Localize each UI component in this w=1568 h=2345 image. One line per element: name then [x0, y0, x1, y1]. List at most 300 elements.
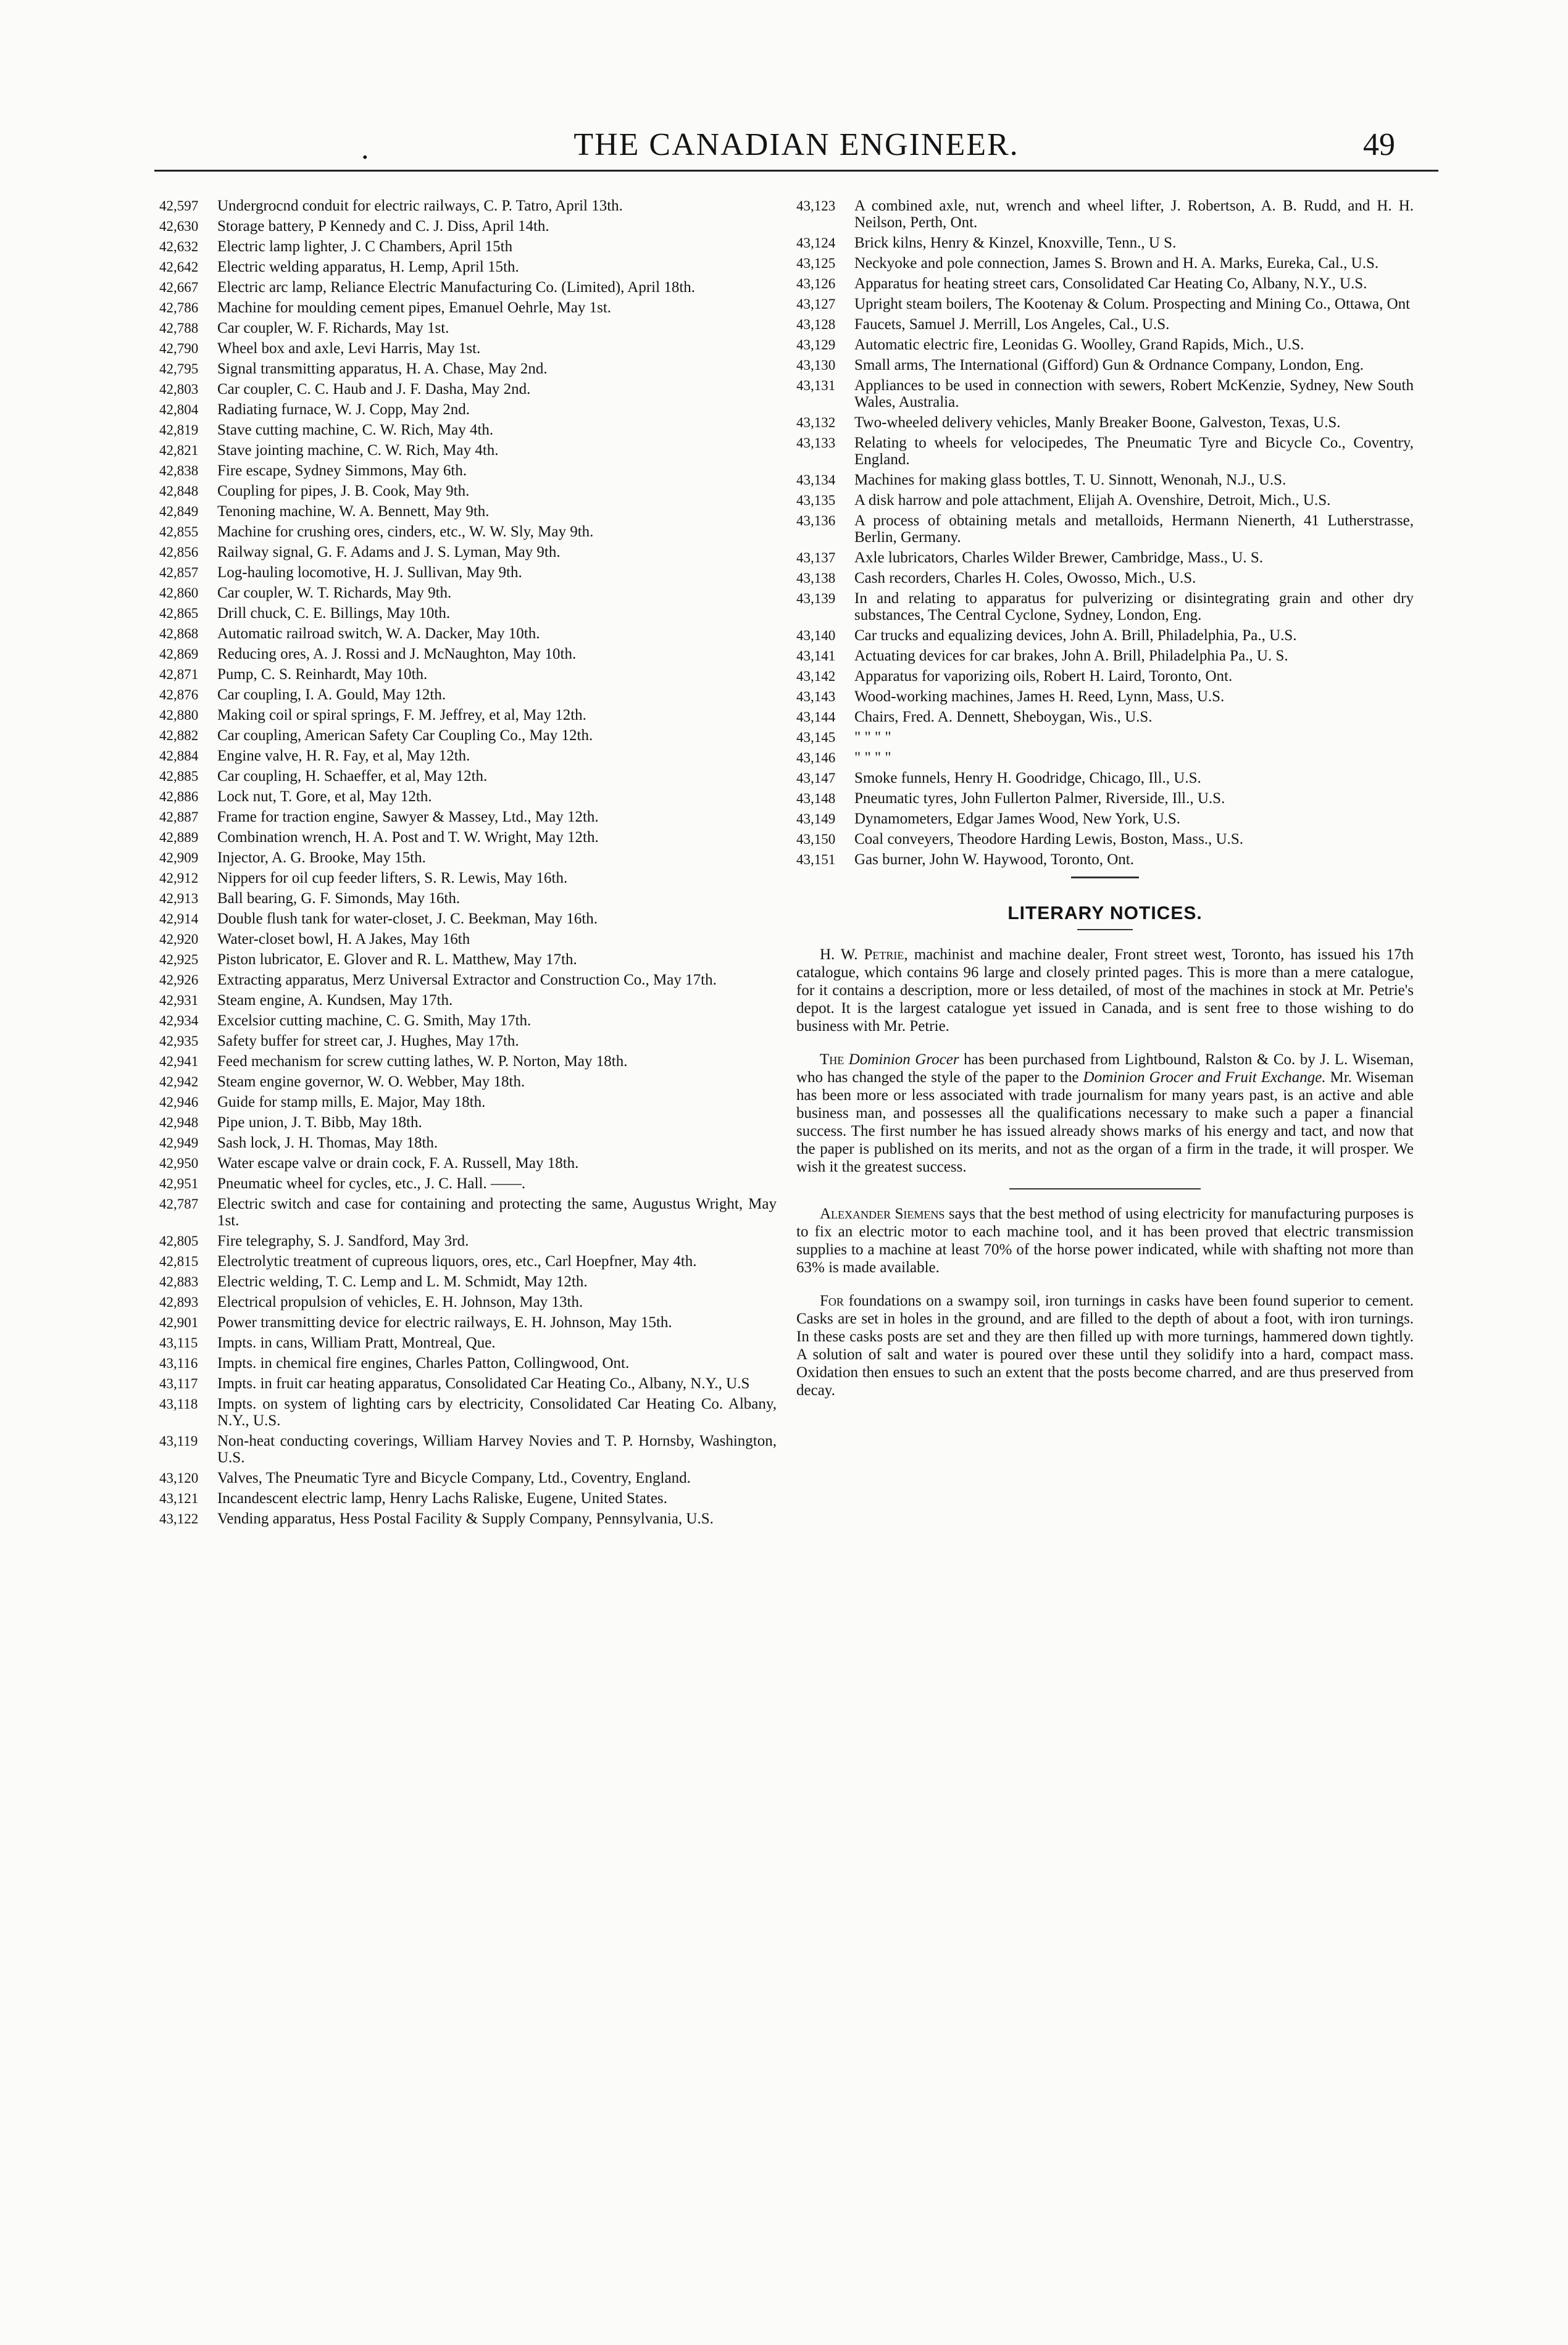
patent-description: Car coupler, W. T. Richards, May 9th.: [217, 585, 452, 601]
patent-number: 42,855: [159, 524, 199, 539]
patent-entry: [159, 585, 777, 601]
patent-number: 43,150: [796, 831, 836, 847]
patent-entry: [796, 790, 1414, 807]
patent-description: Chairs, Fred. A. Dennett, Sheboygan, Wis., U.S.: [854, 709, 1153, 725]
patent-number: 43,132: [796, 415, 836, 430]
patent-description: Double flush tank for water-closet, J. C. Beekman, May 16th.: [217, 910, 598, 927]
patent-entry: [159, 1012, 777, 1029]
patent-number: 43,137: [796, 550, 836, 565]
patent-description: Electric arc lamp, Reliance Electric Manufacturing Co. (Limited), April 18th.: [217, 279, 696, 296]
patent-number: 42,865: [159, 606, 199, 621]
patent-number: 42,860: [159, 585, 199, 601]
patent-entry: [796, 275, 1414, 292]
notice-body: machinist and machine dealer, Front street west, Toronto, has issued his 17th catalogue, which contains 96 large and closely printed pages. This is more than a mere catalogue, for it contains a description, more or less detailed, of most of the machines in stock at Mr. Petrie's depot. It is the largest catalogue yet issued in Canada, and is sent free to those wishing to do business with Mr. Petrie.: [796, 946, 1414, 1035]
patent-description: " " " ": [854, 729, 891, 746]
patent-entry: [159, 1114, 777, 1131]
patent-entry: [159, 972, 777, 988]
patent-description: Valves, The Pneumatic Tyre and Bicycle Company, Ltd., Coventry, England.: [217, 1470, 691, 1486]
patent-number: 43,147: [796, 770, 836, 786]
patent-entry: [796, 709, 1414, 725]
patent-number: 42,803: [159, 381, 199, 397]
patent-description: Vending apparatus, Hess Postal Facility & Supply Company, Pennsylvania, U.S.: [217, 1510, 714, 1527]
patent-number: 43,146: [796, 750, 836, 765]
patent-number: 42,941: [159, 1054, 199, 1069]
patent-number: 43,115: [159, 1335, 198, 1351]
patent-description: Coupling for pipes, J. B. Cook, May 9th.: [217, 483, 470, 499]
header-dot: .: [361, 131, 369, 165]
patent-entry: [796, 648, 1414, 664]
patent-number: 42,889: [159, 830, 199, 845]
patent-number: 42,819: [159, 422, 199, 438]
patent-description: Combination wrench, H. A. Post and T. W. Wright, May 12th.: [217, 829, 599, 846]
patent-entry: [159, 849, 777, 866]
patent-entry: [159, 1073, 777, 1090]
patent-number: 42,912: [159, 870, 199, 886]
patent-entry: [159, 605, 777, 622]
patent-number: 42,914: [159, 911, 199, 927]
patent-description: Water-closet bowl, H. A Jakes, May 16th: [217, 931, 470, 948]
patent-description: Cash recorders, Charles H. Coles, Owosso, Mich., U.S.: [854, 570, 1196, 586]
patent-description: Steam engine governor, W. O. Webber, May 18th.: [217, 1073, 525, 1090]
patent-entry: [159, 625, 777, 642]
patent-description: Two-wheeled delivery vehicles, Manly Breaker Boone, Galveston, Texas, U.S.: [854, 414, 1341, 431]
patent-description: Automatic electric fire, Leonidas G. Woolley, Grand Rapids, Mich., U.S.: [854, 336, 1304, 353]
patent-description: Apparatus for heating street cars, Consolidated Car Heating Co, Albany, N.Y., U.S.: [854, 275, 1367, 292]
patent-description: Brick kilns, Henry & Kinzel, Knoxville, Tenn., U S.: [854, 235, 1177, 251]
patent-description: Impts. on system of lighting cars by electricity, Consolidated Car Heating Co. Albany, N.Y., U.S.: [217, 1396, 777, 1429]
notice-petrie: [796, 946, 1414, 1035]
patent-entry: [159, 1155, 777, 1172]
patent-description: Pipe union, J. T. Bibb, May 18th.: [217, 1114, 422, 1131]
patent-description: Impts. in cans, William Pratt, Montreal, Que.: [217, 1335, 496, 1351]
patent-entry: [159, 1294, 777, 1310]
patent-entry: [159, 1433, 777, 1466]
patent-number: 42,880: [159, 707, 199, 723]
patent-description: Pneumatic wheel for cycles, etc., J. C. Hall. ——.: [217, 1175, 526, 1192]
patent-entry: [796, 316, 1414, 333]
patent-number: 43,131: [796, 378, 836, 393]
patent-entry: [159, 1094, 777, 1110]
patent-entry: [159, 1470, 777, 1486]
patent-entry: [159, 1233, 777, 1249]
patent-number: 43,149: [796, 811, 836, 827]
heading-underline: [1077, 929, 1133, 930]
patent-number: 43,148: [796, 791, 836, 806]
patent-entry: [159, 320, 777, 336]
patent-entry: [159, 1135, 777, 1151]
patent-number: 43,121: [159, 1491, 199, 1506]
patent-number: 42,795: [159, 361, 199, 377]
patent-number: 42,885: [159, 768, 199, 784]
patent-number: 42,849: [159, 504, 199, 519]
patent-entry: [796, 770, 1414, 786]
patent-entry: [159, 707, 777, 723]
page-header: [154, 127, 1438, 176]
patent-entry: [159, 422, 777, 438]
patent-description: Tenoning machine, W. A. Bennett, May 9th.: [217, 503, 490, 520]
patent-number: 42,856: [159, 544, 199, 560]
patent-description: Pump, C. S. Reinhardt, May 10th.: [217, 666, 428, 683]
patent-entry: [796, 549, 1414, 566]
patent-entry: [159, 910, 777, 927]
patent-description: Electric lamp lighter, J. C Chambers, April 15th: [217, 238, 513, 255]
patent-number: 42,805: [159, 1233, 199, 1249]
patent-entry: [159, 1314, 777, 1331]
patent-description: Appliances to be used in connection with sewers, Robert McKenzie, Sydney, New South Wales, Australia.: [854, 377, 1414, 410]
patent-entry: [159, 829, 777, 846]
patent-description: Radiating furnace, W. J. Copp, May 2nd.: [217, 401, 470, 418]
patent-number: 42,884: [159, 748, 199, 764]
patent-description: Car coupler, C. C. Haub and J. F. Dasha, May 2nd.: [217, 381, 531, 398]
patent-number: 43,116: [159, 1356, 198, 1371]
patent-description: Machine for crushing ores, cinders, etc., W. W. Sly, May 9th.: [217, 523, 594, 540]
patent-description: Incandescent electric lamp, Henry Lachs Raliske, Eugene, United States.: [217, 1490, 667, 1507]
patent-description: Electrical propulsion of vehicles, E. H. Johnson, May 13th.: [217, 1294, 583, 1310]
patent-number: 43,127: [796, 296, 836, 312]
journal-title: THE CANADIAN ENGINEER.: [573, 127, 1019, 162]
patent-description: Steam engine, A. Kundsen, May 17th.: [217, 992, 453, 1009]
patent-entry: [796, 590, 1414, 623]
patent-description: Excelsior cutting machine, C. G. Smith, May 17th.: [217, 1012, 532, 1029]
patent-entry: [159, 1510, 777, 1527]
notice-dominion-grocer: [796, 1051, 1414, 1176]
patent-entry: [796, 831, 1414, 848]
patent-description: Gas burner, John W. Haywood, Toronto, Ont.: [854, 851, 1135, 868]
patent-entry: [159, 279, 777, 296]
patent-description: Safety buffer for street car, J. Hughes, May 17th.: [217, 1033, 519, 1049]
patent-description: Upright steam boilers, The Kootenay & Colum. Prospecting and Mining Co., Ottawa, Ont: [854, 296, 1411, 312]
patent-number: 43,138: [796, 570, 836, 586]
patent-number: 43,118: [159, 1396, 198, 1412]
patent-number: 42,931: [159, 993, 199, 1008]
patent-description: Stave jointing machine, C. W. Rich, May 4th.: [217, 442, 499, 459]
patent-entry: [159, 748, 777, 764]
patent-description: Electric switch and case for containing and protecting the same, Augustus Wright, May 1st.: [217, 1196, 777, 1229]
patent-number: 42,934: [159, 1013, 199, 1028]
patent-number: 42,935: [159, 1033, 199, 1049]
patent-number: 42,882: [159, 728, 199, 743]
notice-body: says that the best method of using electricity for manufacturing purposes is to fix an electric motor to each machine tool, and it has been proved that electric transmission supplies to a machine at least 70% of the horse power indicated, while with shafting not more than 63% is made available.: [796, 1206, 1414, 1276]
patent-entry: [796, 627, 1414, 644]
patent-number: 43,144: [796, 709, 836, 725]
patent-number: 42,946: [159, 1094, 199, 1110]
notice-body: has been purchased from Lightbound, Ralston & Co. by J. L. Wiseman, who has changed the style of the paper to the: [796, 1051, 1414, 1086]
patent-number: 42,642: [159, 259, 199, 275]
notice-body: foundations on a swampy soil, iron turnings in casks have been found superior to cement. Casks are set in holes in the ground, and are filled to the depth of about a foot, with iron turnings. In these casks posts are set and they are then filled up with more turnings, hammered down tightly. A solution of salt and water is poured over these until they solidify into a hard, compact mass. Oxidation then ensues to such an extent that the posts become charred, and are thus preserved from decay.: [796, 1293, 1414, 1399]
patent-entry: [159, 462, 777, 479]
patent-entry: [796, 472, 1414, 488]
patent-entry: [159, 1175, 777, 1192]
patent-number: 43,126: [796, 276, 836, 291]
patent-entry: [159, 788, 777, 805]
patent-description: Undergrocnd conduit for electric railways, C. P. Tatro, April 13th.: [217, 198, 623, 214]
patent-description: Drill chuck, C. E. Billings, May 10th.: [217, 605, 451, 622]
patent-entry: [159, 1053, 777, 1070]
patent-entry: [159, 523, 777, 540]
patent-description: Wood-working machines, James H. Reed, Lynn, Mass, U.S.: [854, 688, 1225, 705]
patent-number: 42,869: [159, 646, 199, 662]
patent-description: Nippers for oil cup feeder lifters, S. R. Lewis, May 16th.: [217, 870, 568, 886]
patent-number: 43,120: [159, 1470, 199, 1486]
patent-number: 42,868: [159, 626, 199, 641]
patent-entry: [796, 749, 1414, 766]
patent-description: A disk harrow and pole attachment, Elijah A. Ovenshire, Detroit, Mich., U.S.: [854, 492, 1331, 509]
patent-description: Electric welding, T. C. Lemp and L. M. Schmidt, May 12th.: [217, 1273, 588, 1290]
patent-description: Lock nut, T. Gore, et al, May 12th.: [217, 788, 432, 805]
patent-number: 43,151: [796, 852, 836, 867]
patent-number: 43,124: [796, 235, 836, 251]
patent-description: Engine valve, H. R. Fay, et al, May 12th.: [217, 748, 470, 764]
patent-number: 42,790: [159, 341, 199, 356]
patent-number: 42,630: [159, 219, 199, 234]
patent-number: 42,909: [159, 850, 199, 865]
patent-entry: [159, 483, 777, 499]
notice-lead: For: [820, 1293, 844, 1309]
patent-number: 42,920: [159, 931, 199, 947]
patent-number: 42,901: [159, 1315, 199, 1330]
patent-description: Impts. in fruit car heating apparatus, Consolidated Car Heating Co., Albany, N.Y., U.S: [217, 1375, 750, 1392]
patent-number: 42,667: [159, 280, 199, 295]
right-column: [796, 198, 1414, 1408]
patent-description: Car coupling, I. A. Gould, May 12th.: [217, 686, 446, 703]
patent-entry: [796, 296, 1414, 312]
patent-entry: [159, 218, 777, 235]
patent-description: Relating to wheels for velocipedes, The Pneumatic Tyre and Bicycle Co., Coventry, England.: [854, 435, 1414, 468]
patent-description: Apparatus for vaporizing oils, Robert H. Laird, Toronto, Ont.: [854, 668, 1233, 685]
patent-entry: [159, 259, 777, 275]
patent-number: 43,125: [796, 256, 836, 271]
patent-entry: [159, 442, 777, 459]
patent-number: 43,117: [159, 1376, 198, 1391]
patent-description: Ball bearing, G. F. Simonds, May 16th.: [217, 890, 461, 907]
patent-entry: [159, 401, 777, 418]
patent-entry: [159, 768, 777, 785]
patent-description: Reducing ores, A. J. Rossi and J. McNaughton, May 10th.: [217, 646, 577, 662]
patent-entry: [796, 688, 1414, 705]
patent-entry: [159, 1490, 777, 1507]
header-rule: [154, 170, 1438, 172]
patent-description: Axle lubricators, Charles Wilder Brewer, Cambridge, Mass., U. S.: [854, 549, 1263, 566]
patent-number: 43,145: [796, 730, 836, 745]
patent-description: Smoke funnels, Henry H. Goodridge, Chicago, Ill., U.S.: [854, 770, 1201, 786]
patent-number: 43,142: [796, 669, 836, 684]
patent-entry: [796, 235, 1414, 251]
patent-entry: [159, 299, 777, 316]
patent-description: Non-heat conducting coverings, William Harvey Novies and T. P. Hornsby, Washington, U.S.: [217, 1433, 777, 1466]
patent-description: Wheel box and axle, Levi Harris, May 1st.: [217, 340, 481, 357]
patent-number: 43,136: [796, 513, 836, 528]
patent-description: Extracting apparatus, Merz Universal Extractor and Construction Co., May 17th.: [217, 972, 717, 988]
patent-description: Fire escape, Sydney Simmons, May 6th.: [217, 462, 467, 479]
patent-number: 43,128: [796, 317, 836, 332]
patent-entry: [159, 890, 777, 907]
patent-number: 43,119: [159, 1433, 198, 1449]
patent-number: 42,926: [159, 972, 199, 988]
patent-entry: [796, 435, 1414, 468]
patent-description: Electrolytic treatment of cupreous liquors, ores, etc., Carl Hoepfner, May 4th.: [217, 1253, 697, 1270]
patent-number: 42,788: [159, 320, 199, 336]
patent-entry: [159, 1396, 777, 1429]
patent-description: Power transmitting device for electric railways, E. H. Johnson, May 15th.: [217, 1314, 672, 1331]
patent-entry: [796, 336, 1414, 353]
patent-description: A combined axle, nut, wrench and wheel lifter, J. Robertson, A. B. Rudd, and H. H. Neilson, Perth, Ont.: [854, 198, 1414, 231]
patent-description: Frame for traction engine, Sawyer & Massey, Ltd., May 12th.: [217, 809, 599, 825]
patent-description: Machines for making glass bottles, T. U. Sinnott, Wenonah, N.J., U.S.: [854, 472, 1287, 488]
patent-entry: [796, 414, 1414, 431]
patent-description: Sash lock, J. H. Thomas, May 18th.: [217, 1135, 438, 1151]
patent-number: 43,130: [796, 357, 836, 373]
patent-entry: [796, 668, 1414, 685]
patent-number: 43,135: [796, 493, 836, 508]
patent-number: 43,134: [796, 472, 836, 488]
patent-entry: [159, 1196, 777, 1229]
patent-number: 43,133: [796, 435, 836, 451]
patent-entry: [796, 729, 1414, 746]
patent-description: Storage battery, P Kennedy and C. J. Diss, April 14th.: [217, 218, 549, 235]
patent-number: 42,883: [159, 1274, 199, 1289]
patent-entry: [159, 666, 777, 683]
patent-entry: [159, 686, 777, 703]
patent-number: 42,886: [159, 789, 199, 804]
patent-description: Car coupler, W. F. Richards, May 1st.: [217, 320, 449, 336]
patent-entry: [159, 870, 777, 886]
patent-number: 43,122: [159, 1511, 199, 1527]
notice-lead: The: [820, 1051, 844, 1068]
patent-number: 42,857: [159, 565, 199, 580]
patent-description: Faucets, Samuel J. Merrill, Los Angeles, Cal., U.S.: [854, 316, 1170, 333]
left-column-patent-list: [159, 198, 777, 1531]
patent-description: Dynamometers, Edgar James Wood, New York, U.S.: [854, 810, 1181, 827]
patent-description: Machine for moulding cement pipes, Emanuel Oehrle, May 1st.: [217, 299, 612, 316]
publication-title: Dominion Grocer: [848, 1051, 959, 1068]
patent-number: 42,876: [159, 687, 199, 702]
patent-description: " " " ": [854, 749, 891, 766]
patent-entry: [159, 1335, 777, 1351]
patent-entry: [159, 727, 777, 744]
patent-entry: [159, 1033, 777, 1049]
patent-number: 42,948: [159, 1115, 199, 1130]
section-divider: [1071, 877, 1139, 878]
patent-entry: [159, 360, 777, 377]
patent-description: Automatic railroad switch, W. A. Dacker, May 10th.: [217, 625, 540, 642]
patent-description: Feed mechanism for screw cutting lathes, W. P. Norton, May 18th.: [217, 1053, 628, 1070]
patent-description: Impts. in chemical fire engines, Charles Patton, Collingwood, Ont.: [217, 1355, 630, 1372]
patent-description: Railway signal, G. F. Adams and J. S. Lyman, May 9th.: [217, 544, 561, 560]
patent-entry: [796, 810, 1414, 827]
patent-entry: [796, 851, 1414, 868]
notice-body: Mr. Wiseman has been more or less associated with trade journalism for many years past, is an active and able business man, and possesses all the qualifications necessary to make such a paper a financial success. The first number he has issued already shows marks of his energy and tact, and now that the paper is published on its merits, and not as the organ of a firm in the trade, it will prosper. We wish it the greatest success.: [796, 1069, 1414, 1175]
patent-entry: [159, 238, 777, 255]
patent-entry: [159, 1253, 777, 1270]
patent-number: 42,632: [159, 239, 199, 254]
patent-number: 42,787: [159, 1196, 199, 1212]
patent-number: 42,597: [159, 198, 199, 214]
patent-entry: [159, 809, 777, 825]
patent-description: Small arms, The International (Gifford) Gun & Ordnance Company, London, Eng.: [854, 357, 1364, 373]
patent-entry: [796, 512, 1414, 546]
patent-description: Car coupling, American Safety Car Coupling Co., May 12th.: [217, 727, 593, 744]
notice-foundations: [796, 1292, 1414, 1399]
patent-entry: [159, 931, 777, 948]
patent-entry: [159, 951, 777, 968]
patent-description: Actuating devices for car brakes, John A. Brill, Philadelphia Pa., U. S.: [854, 648, 1288, 664]
patent-description: In and relating to apparatus for pulverizing or disintegrating grain and other dry substances, The Central Cyclone, Sydney, London, Eng.: [854, 590, 1414, 623]
patent-number: 42,786: [159, 300, 199, 315]
patent-number: 42,913: [159, 891, 199, 906]
patent-number: 42,887: [159, 809, 199, 825]
notice-lead: H. W. Petrie,: [820, 946, 908, 963]
patent-description: Car trucks and equalizing devices, John A. Brill, Philadelphia, Pa., U.S.: [854, 627, 1297, 644]
patent-description: Signal transmitting apparatus, H. A. Chase, May 2nd.: [217, 360, 548, 377]
patent-entry: [159, 564, 777, 581]
literary-notices-heading: LITERARY NOTICES.: [1007, 903, 1203, 923]
patent-number: 42,942: [159, 1074, 199, 1089]
patent-entry: [796, 357, 1414, 373]
patent-entry: [159, 992, 777, 1009]
patent-number: 42,949: [159, 1135, 199, 1151]
patent-description: Water escape valve or drain cock, F. A. Russell, May 18th.: [217, 1155, 579, 1172]
patent-number: 43,141: [796, 648, 836, 664]
notice-siemens: [796, 1205, 1414, 1277]
page-number: 49: [1363, 127, 1395, 162]
patent-number: 42,951: [159, 1176, 199, 1191]
patent-description: Guide for stamp mills, E. Major, May 18th.: [217, 1094, 486, 1110]
patent-entry: [159, 1273, 777, 1290]
patent-number: 42,804: [159, 402, 199, 417]
patent-number: 43,143: [796, 689, 836, 704]
patent-description: Electric welding apparatus, H. Lemp, April 15th.: [217, 259, 519, 275]
patent-entry: [796, 492, 1414, 509]
patent-number: 42,871: [159, 667, 199, 682]
patent-description: Stave cutting machine, C. W. Rich, May 4th.: [217, 422, 494, 438]
patent-number: 43,139: [796, 591, 836, 606]
patent-description: Fire telegraphy, S. J. Sandford, May 3rd.: [217, 1233, 469, 1249]
patent-entry: [159, 544, 777, 560]
patent-description: Making coil or spiral springs, F. M. Jeffrey, et al, May 12th.: [217, 707, 586, 723]
patent-number: 43,123: [796, 198, 836, 214]
patent-number: 43,129: [796, 337, 836, 352]
patent-number: 42,925: [159, 952, 199, 967]
patent-entry: [159, 340, 777, 357]
patent-description: Coal conveyers, Theodore Harding Lewis, Boston, Mass., U.S.: [854, 831, 1244, 848]
patent-description: Piston lubricator, E. Glover and R. L. Matthew, May 17th.: [217, 951, 577, 968]
notice-lead: Alexander Siemens: [820, 1206, 945, 1222]
patent-number: 42,821: [159, 443, 199, 458]
right-column-patent-list: [796, 198, 1414, 868]
patent-entry: [159, 198, 777, 214]
patent-entry: [159, 381, 777, 398]
patent-number: 42,815: [159, 1254, 199, 1269]
patent-entry: [159, 646, 777, 662]
patent-entry: [796, 255, 1414, 272]
patent-description: Car coupling, H. Schaeffer, et al, May 12th.: [217, 768, 488, 785]
patent-description: Log-hauling locomotive, H. J. Sullivan, May 9th.: [217, 564, 522, 581]
patent-description: A process of obtaining metals and metalloids, Hermann Nienerth, 41 Lutherstrasse, Berlin, Germany.: [854, 512, 1414, 546]
patent-entry: [159, 503, 777, 520]
patent-entry: [796, 570, 1414, 586]
patent-description: Injector, A. G. Brooke, May 15th.: [217, 849, 426, 866]
patent-number: 43,140: [796, 628, 836, 643]
patent-number: 42,848: [159, 483, 199, 499]
patent-number: 42,838: [159, 463, 199, 478]
patent-entry: [796, 198, 1414, 231]
paragraph-divider: [1009, 1188, 1201, 1189]
patent-number: 42,893: [159, 1294, 199, 1310]
patent-entry: [159, 1355, 777, 1372]
publication-title: Dominion Grocer and Fruit Exchange.: [1083, 1069, 1326, 1086]
patent-description: Neckyoke and pole connection, James S. Brown and H. A. Marks, Eureka, Cal., U.S.: [854, 255, 1379, 272]
patent-entry: [159, 1375, 777, 1392]
